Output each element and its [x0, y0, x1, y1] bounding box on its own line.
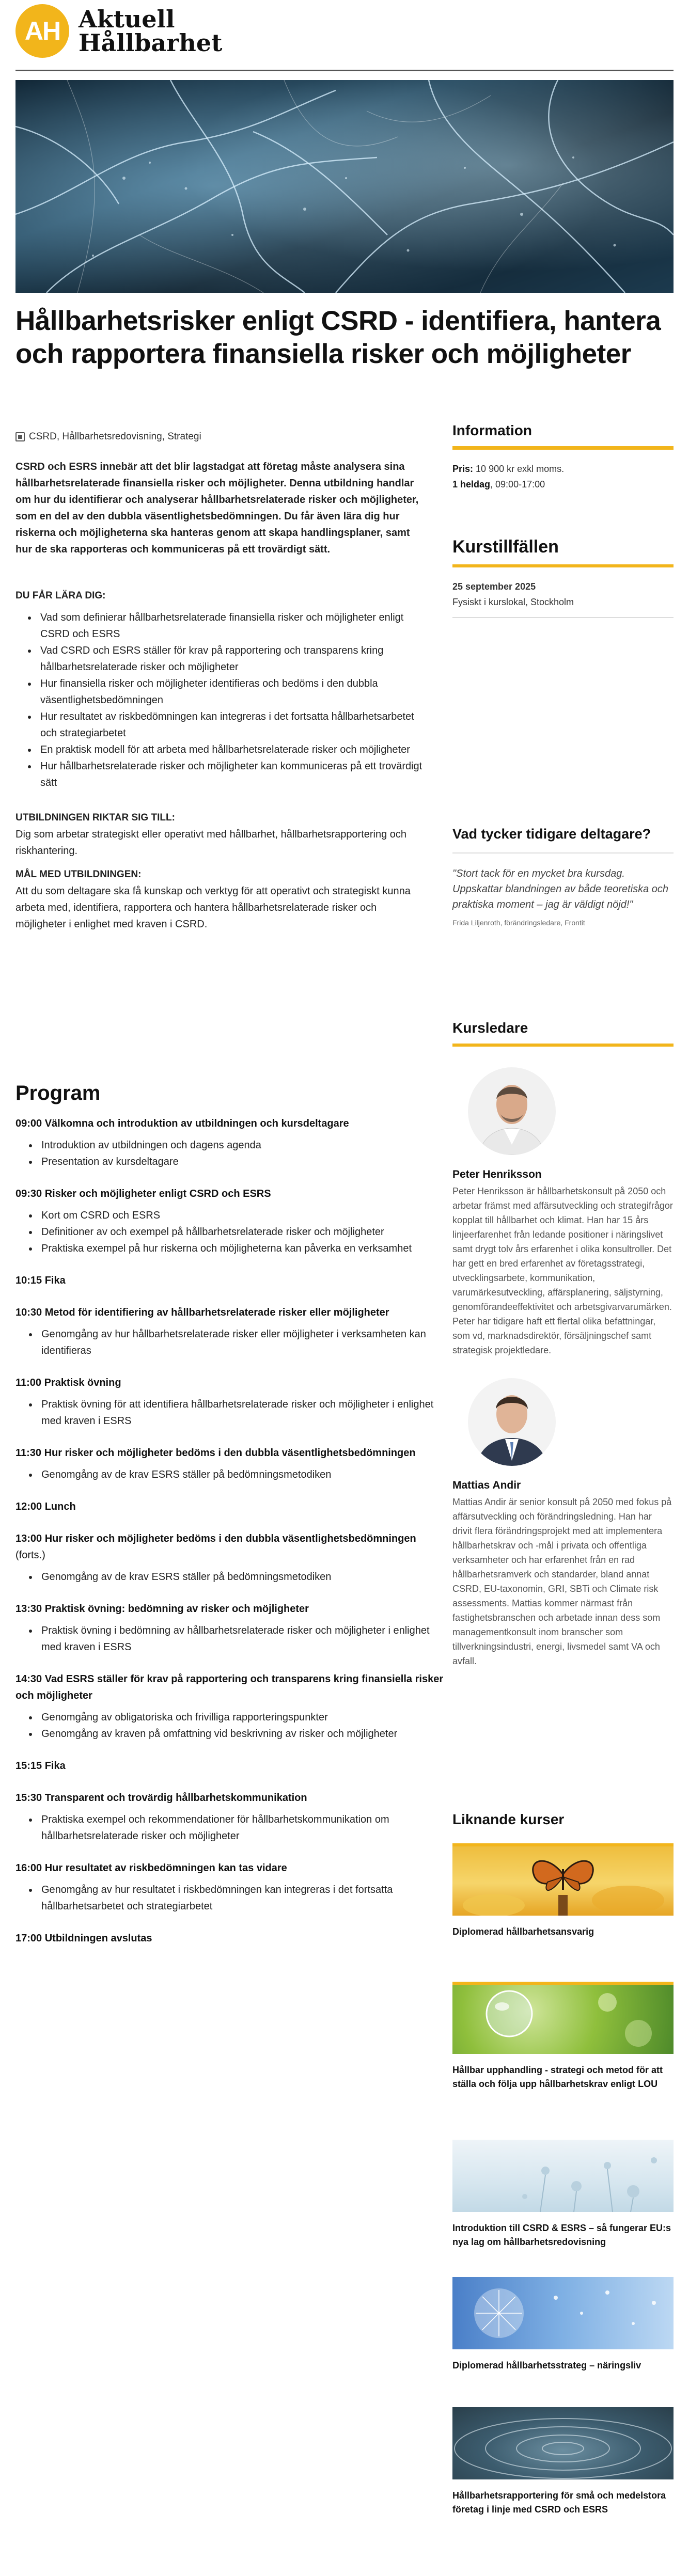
session-title	[15, 1601, 444, 1617]
course-image	[452, 2140, 674, 2212]
session-suffix: (forts.)	[15, 1550, 45, 1561]
learn-item: • Hur hållbarhetsrelaterade risker och möjligheter kan kommuniceras på ett trovärdigt sätt	[37, 758, 429, 791]
course-card[interactable]	[452, 1843, 674, 1939]
logo-badge: AH	[15, 4, 69, 58]
person-icon	[468, 1067, 556, 1155]
session-time-title: 11:00 Praktisk övning	[15, 1377, 121, 1388]
session-title	[15, 1304, 444, 1321]
course-title[interactable]: Diplomerad hållbarhetsstrateg – näringsliv	[452, 2360, 641, 2370]
occasion-date[interactable]: 25 september 2025	[452, 581, 536, 592]
tags-text[interactable]: CSRD, Hållbarhetsredovisning, Strategi	[29, 431, 201, 442]
target-text: Dig som arbetar strategiskt eller operativt med hållbarhet, hållbarhetsrapportering och riskhantering.	[15, 829, 407, 857]
course-title[interactable]: Diplomerad hållbarhetsansvarig	[452, 1926, 594, 1937]
water-drops-image	[452, 2140, 674, 2212]
session-time-title: 13:30 Praktisk övning: bedömning av risker och möjligheter	[15, 1603, 309, 1615]
session-title	[15, 1671, 444, 1704]
price-value: 10 900 kr exkl moms.	[476, 464, 565, 474]
feedback-heading: Vad tycker tidigare deltagare?	[452, 826, 651, 842]
dandelion-image	[452, 2277, 674, 2349]
learn-item: • En praktisk modell för att arbeta med hållbarhetsrelaterade risker och möjligheter	[37, 741, 429, 758]
program-session	[15, 1272, 444, 1289]
session-title	[15, 1758, 444, 1774]
program-session	[15, 1445, 444, 1483]
butterfly-image	[452, 1843, 674, 1916]
info-box	[452, 422, 674, 492]
occasions-heading: Kurstillfällen	[452, 537, 559, 557]
session-item: • Genomgång av kraven på omfattning vid beskrivning av risker och möjligheter	[38, 1726, 444, 1742]
course-image	[452, 1982, 674, 2054]
session-time-title: 13:00 Hur risker och möjligheter bedöms i den dubbla väsentlighetsbedömningen	[15, 1533, 416, 1544]
program-session	[15, 1115, 444, 1170]
testimonial-box	[452, 826, 674, 927]
duration-value: , 09:00-17:00	[490, 479, 545, 489]
hero-image	[15, 80, 674, 293]
program-session	[15, 1304, 444, 1359]
session-item: • Genomgång av hur resultatet i riskbedömningen kan integreras i det fortsatta hållbarhetsarbetet och strategiarbetet	[38, 1882, 444, 1915]
water-ripple-image	[452, 2407, 674, 2479]
session-title	[15, 1530, 444, 1563]
session-title	[15, 1272, 444, 1289]
session-item: • Kort om CSRD och ESRS	[38, 1207, 444, 1224]
course-title[interactable]: Hållbar upphandling - strategi och metod för att ställa och följa upp hållbarhetskrav enligt LOU	[452, 2065, 663, 2089]
person-icon	[468, 1378, 556, 1466]
course-card[interactable]	[452, 2407, 674, 2517]
learn-item: • Vad som definierar hållbarhetsrelaterade finansiella risker och möjligheter enligt CSRD och ESRS	[37, 609, 429, 642]
session-title	[15, 1498, 444, 1515]
duration-line	[452, 477, 674, 492]
session-item: • Praktiska exempel på hur riskerna och möjligheterna kan påverka en verksamhet	[38, 1240, 444, 1257]
session-item: • Praktisk övning för att identifiera hållbarhetsrelaterade risker och möjligheter i enlighet med kraven i ESRS	[38, 1396, 444, 1429]
occasion-place: Fysiskt i kurslokal, Stockholm	[452, 597, 574, 607]
site-logo[interactable]	[15, 4, 222, 58]
session-time-title: 17:00 Utbildningen avslutas	[15, 1933, 152, 1944]
session-item: • Praktiska exempel och rekommendationer för hållbarhetskommunikation om hållbarhetsrelaterade risker och möjligheter	[38, 1811, 444, 1844]
course-image	[452, 2407, 674, 2479]
program-session	[15, 1758, 444, 1774]
learn-item: • Hur resultatet av riskbedömningen kan integreras i det fortsatta hållbarhetsarbetet och strategiarbetet	[37, 708, 429, 741]
logo-line-1: Aktuell	[79, 5, 175, 33]
program-session	[15, 1671, 444, 1742]
session-title	[15, 1445, 444, 1461]
testimonial-author: Frida Liljenroth, förändringsledare, Frontit	[452, 919, 585, 927]
program-session	[15, 1186, 444, 1257]
course-card[interactable]	[452, 2140, 674, 2249]
teacher-bio: Peter Henriksson är hållbarhetskonsult på 2050 och arbetar främst med affärsutveckling och strategifrågor kopplat till hållbarhet och klimat. Han har 15 års linjeerfarenhet från ledande positioner i näringslivet samt drygt tolv års erfarenhet i olika konsultroller. Det har gett en bred erfarenhet av företagsstrategi, utvecklingsarbete, kommunikation, varumärkesutveckling, affärsplanering, säljstyrning, genomförandeeffektivitet och arbetsgivarvarumärken. Peter har tidigare haft ett flertal olika befattningar, som vd, marknadsdirektör, försäljningschef samt strategisk projektledare.	[452, 1186, 673, 1355]
testimonial-quote: "Stort tack för en mycket bra kursdag. Uppskattar blandningen av både teoretiska och praktiska moment – jag är väldigt nöjd!"	[452, 868, 669, 910]
accent-bar	[452, 564, 674, 567]
teacher-photo	[468, 1067, 556, 1155]
bubble-image	[452, 1982, 674, 2054]
session-time-title: 15:30 Transparent och trovärdig hållbarhetskommunikation	[15, 1792, 307, 1804]
similar-courses	[452, 1811, 674, 1828]
session-item: • Presentation av kursdeltagare	[38, 1153, 444, 1170]
session-items	[38, 1709, 444, 1742]
course-description	[15, 429, 429, 933]
session-items	[38, 1396, 444, 1429]
course-image	[452, 2277, 674, 2349]
program-list	[15, 1115, 444, 1962]
session-items	[38, 1137, 444, 1170]
teacher-photo	[468, 1378, 556, 1466]
program-session	[15, 1530, 444, 1585]
similar-heading: Liknande kurser	[452, 1811, 565, 1827]
program-session	[15, 1790, 444, 1844]
divider	[452, 617, 674, 618]
session-items	[38, 1466, 444, 1483]
page-title: Hållbarhetsrisker enligt CSRD - identifiera, hantera och rapportera finansiella risker och möjligheter	[15, 306, 661, 369]
learn-heading: DU FÅR LÄRA DIG:	[15, 590, 106, 601]
occasions-box	[452, 537, 674, 618]
session-time-title: 09:30 Risker och möjligheter enligt CSRD och ESRS	[15, 1188, 271, 1199]
goal-heading: MÅL MED UTBILDNINGEN:	[15, 869, 142, 880]
program-session	[15, 1860, 444, 1915]
target-heading: UTBILDNINGEN RIKTAR SIG TILL:	[15, 812, 175, 823]
session-items	[38, 1207, 444, 1257]
course-title[interactable]: Hållbarhetsrapportering för små och medelstora företag i linje med CSRD och ESRS	[452, 2490, 666, 2515]
price-label: Pris:	[452, 464, 474, 474]
session-time-title: 10:30 Metod för identifiering av hållbarhetsrelaterade risker eller möjligheter	[15, 1307, 389, 1318]
teachers-heading: Kursledare	[452, 1020, 528, 1036]
session-item: • Genomgång av hur hållbarhetsrelaterade risker eller möjligheter i verksamheten kan identifieras	[38, 1326, 444, 1359]
session-time-title: 10:15 Fika	[15, 1275, 66, 1286]
course-card[interactable]	[452, 2277, 674, 2373]
teachers-box	[452, 1020, 674, 1668]
folder-icon	[15, 432, 25, 441]
course-card[interactable]	[452, 1982, 674, 2091]
ice-texture-image	[15, 80, 674, 293]
course-title[interactable]: Introduktion till CSRD & ESRS – så fungerar EU:s nya lag om hållbarhetsredovisning	[452, 2223, 671, 2247]
session-time-title: 11:30 Hur risker och möjligheter bedöms i den dubbla väsentlighetsbedömningen	[15, 1447, 416, 1459]
session-item: • Genomgång av obligatoriska och frivilliga rapporteringspunkter	[38, 1709, 444, 1726]
logo-line-2: Hållbarhet	[79, 29, 223, 57]
session-items	[38, 1622, 444, 1655]
tag-list	[15, 429, 429, 445]
learn-item: • Hur finansiella risker och möjligheter identifieras och bedöms i den dubbla väsentlighetsbedömningen	[37, 675, 429, 708]
session-time-title: 14:30 Vad ESRS ställer för krav på rapportering och transparens kring finansiella risker och möjligheter	[15, 1673, 444, 1701]
teacher-name: Peter Henriksson	[452, 1168, 542, 1180]
session-item: • Introduktion av utbildningen och dagens agenda	[38, 1137, 444, 1153]
course-image	[452, 1843, 674, 1916]
program-session	[15, 1374, 444, 1429]
session-item: • Genomgång av de krav ESRS ställer på bedömningsmetodiken	[38, 1569, 444, 1585]
session-items	[38, 1882, 444, 1915]
accent-bar	[452, 1843, 674, 1846]
session-item: • Praktisk övning i bedömning av hållbarhetsrelaterade risker och möjligheter i enlighet med kraven i ESRS	[38, 1622, 444, 1655]
program-session	[15, 1601, 444, 1655]
program-heading: Program	[15, 1082, 101, 1104]
accent-bar	[452, 446, 674, 450]
session-title	[15, 1374, 444, 1391]
learn-list	[37, 609, 429, 791]
session-items	[38, 1811, 444, 1844]
site-header	[15, 0, 674, 71]
session-items	[38, 1569, 444, 1585]
session-item: • Definitioner av och exempel på hållbarhetsrelaterade risker och möjligheter	[38, 1224, 444, 1240]
logo-wordmark	[79, 7, 222, 55]
info-heading: Information	[452, 422, 532, 438]
session-title	[15, 1115, 444, 1132]
intro-text: CSRD och ESRS innebär att det blir lagstadgat att företag måste analysera sina hållbarhetsrelaterade finansiella risker och möjligheter. Denna utbildning handlar om hur du identifierar och analyserar hållbarhetsrelaterade risker och möjligheter, som en del av den dubbla väsentlighetsbedömningen. Du får även lära dig hur riskerna och möjligheterna ska hanteras genom att skapa handlingsplaner, samt hur de ska rapporteras och kommuniceras på ett trovärdigt sätt.	[15, 461, 419, 555]
session-title	[15, 1860, 444, 1876]
goal-text: Att du som deltagare ska få kunskap och verktyg för att operativt och strategiskt kunna arbeta med, identifiera, rapportera och hantera hållbarhetsrelaterade risker och möjligheter i enlighet med kraven i CSRD.	[15, 886, 411, 930]
duration-label: 1 heldag	[452, 479, 491, 489]
accent-bar	[452, 1044, 674, 1047]
session-time-title: 09:00 Välkomna och introduktion av utbildningen och kursdeltagare	[15, 1118, 349, 1129]
session-time-title: 16:00 Hur resultatet av riskbedömningen kan tas vidare	[15, 1862, 287, 1874]
teacher-name: Mattias Andir	[452, 1479, 521, 1491]
accent-bar	[452, 1982, 674, 1985]
teacher-bio: Mattias Andir är senior konsult på 2050 med fokus på affärsutveckling och förändringsledning. Han har drivit flera förändringsprojekt med att implementera hållbarhetskrav och -mål i privata och offentliga verksamheter och har erfarenhet från en rad hållbarhetsramverk och standarder, bland annat CSRD, EU-taxonomin, GRI, SBTi och Climate risk assessments. Mattias kommer närmast från fastighetsbranschen och arbetade innan dess som managementkonsult inom branscher som tillverkningsindustri, energi, livsmedel samt VA och avfall.	[452, 1497, 672, 1666]
session-items	[38, 1326, 444, 1359]
program-session	[15, 1930, 444, 1947]
session-time-title: 15:15 Fika	[15, 1760, 66, 1772]
session-time-title: 12:00 Lunch	[15, 1501, 76, 1512]
learn-item: • Vad CSRD och ESRS ställer för krav på rapportering och transparens kring hållbarhetsrelaterade risker och möjligheter	[37, 642, 429, 675]
session-title	[15, 1790, 444, 1806]
session-title	[15, 1930, 444, 1947]
session-item: • Genomgång av de krav ESRS ställer på bedömningsmetodiken	[38, 1466, 444, 1483]
price-line	[452, 461, 674, 477]
session-title	[15, 1186, 444, 1202]
program-session	[15, 1498, 444, 1515]
divider	[452, 852, 674, 854]
